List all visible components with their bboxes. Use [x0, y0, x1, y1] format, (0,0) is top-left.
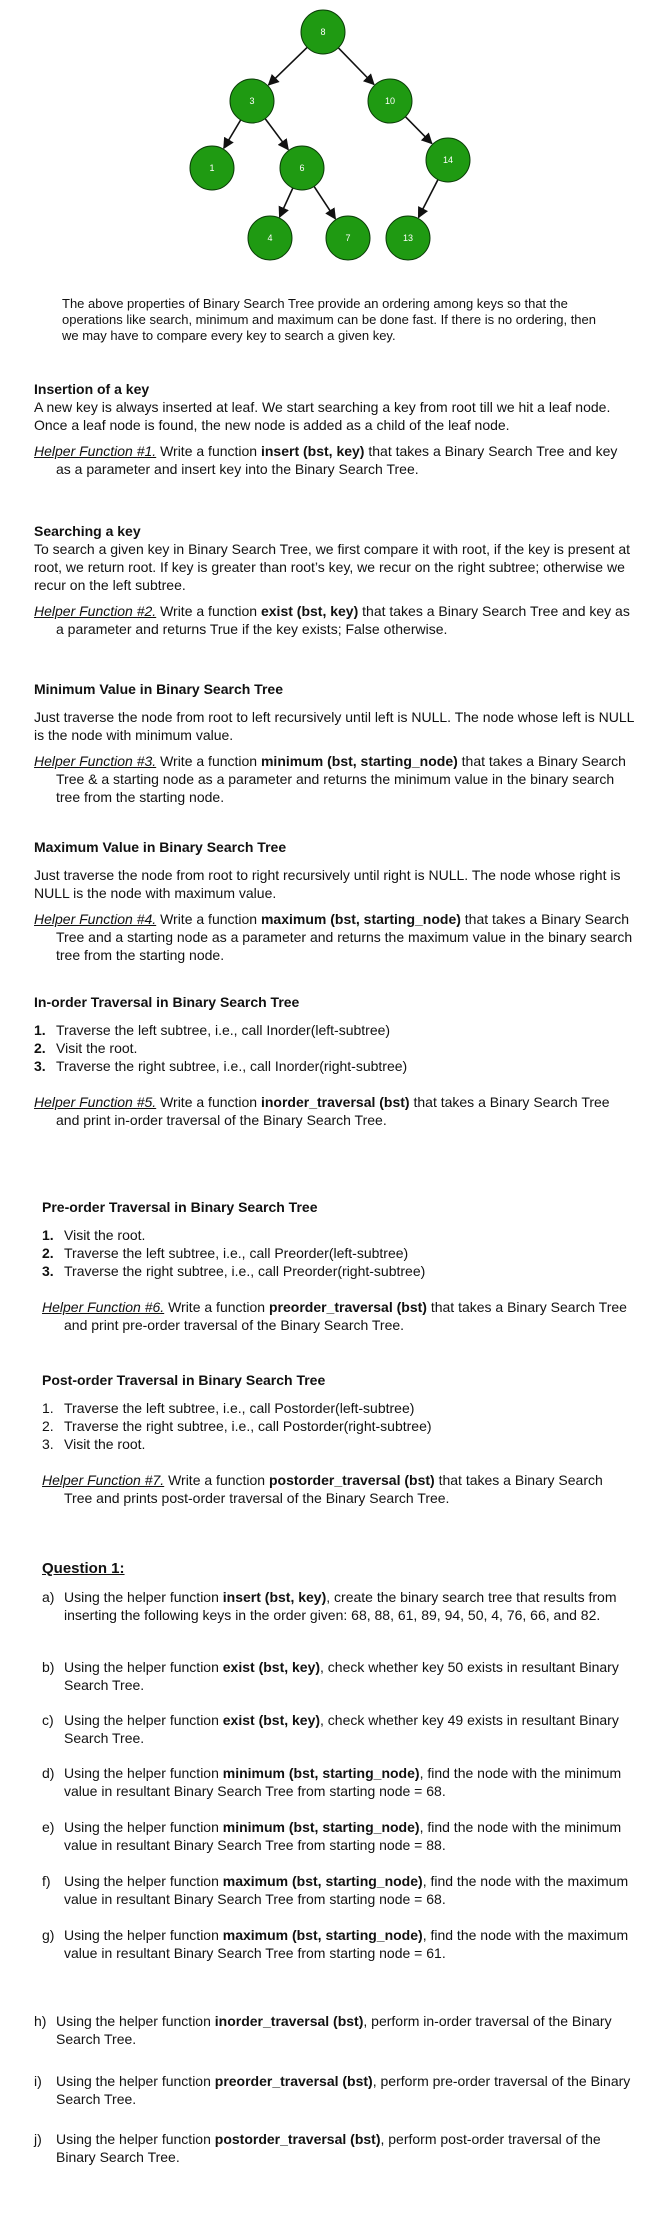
item-letter: a) — [42, 1589, 55, 1605]
list-item — [42, 1262, 632, 1280]
step-number: 2. — [42, 1245, 54, 1261]
step-text: Traverse the right subtree, i.e., call Preorder(right-subtree) — [64, 1263, 426, 1279]
helper-text: that takes a Binary Search Tree and print in-order traversal of the Binary Search Tree. — [56, 1094, 610, 1128]
function-name: postorder_traversal (bst) — [268, 1472, 435, 1488]
function-name: inorder_traversal (bst) — [260, 1094, 410, 1110]
step-text: Visit the root. — [64, 1227, 146, 1243]
item-text — [56, 2130, 634, 2166]
item-pre: Using the helper function — [64, 1589, 223, 1605]
helper-text: that takes a Binary Search Tree and prints post-order traversal of the Binary Search Tree. — [64, 1472, 603, 1506]
tree-node-13 — [386, 216, 430, 260]
tree-node-label: 4 — [267, 233, 273, 243]
tree-edge-14-13 — [418, 180, 437, 218]
tree-node-6 — [280, 146, 324, 190]
step-number: 1. — [42, 1400, 54, 1416]
tree-edge-6-4 — [280, 188, 293, 217]
item-post: , perform post-order traversal of the Binary Search Tree. — [56, 2131, 601, 2165]
list-item — [42, 1417, 632, 1435]
function-name: insert (bst, key) — [222, 1589, 327, 1605]
tree-node-3 — [230, 79, 274, 123]
function-name: maximum (bst, starting_node) — [222, 1927, 423, 1943]
item-letter: c) — [42, 1712, 54, 1728]
item-text — [56, 2012, 634, 2048]
helper-text: that takes a Binary Search Tree and a starting node as a parameter and returns the maximum value in the binary search tree from the starting node. — [56, 911, 633, 963]
list-item — [42, 1399, 632, 1417]
tree-node-7 — [326, 216, 370, 260]
step-number: 2. — [34, 1040, 46, 1056]
item-text — [64, 1764, 632, 1800]
function-name: inorder_traversal (bst) — [214, 2013, 364, 2029]
list-item — [34, 1039, 634, 1057]
tree-node-8 — [301, 10, 345, 54]
helper-text: Write a function — [156, 911, 261, 927]
step-number: 3. — [42, 1263, 54, 1279]
section-searching — [34, 522, 634, 638]
section-heading: Searching a key — [34, 523, 141, 539]
function-name: exist (bst, key) — [222, 1659, 321, 1675]
list-item — [34, 1057, 634, 1075]
item-text — [64, 1926, 632, 1962]
tree-node-label: 8 — [320, 27, 326, 37]
helper-label: Helper Function #7. — [42, 1472, 165, 1488]
helper-label: Helper Function #5. — [34, 1094, 157, 1110]
section-body: Just traverse the node from root to left recursively until left is NULL. The node whose left is NULL is the node with minimum value. — [34, 709, 634, 743]
list-item — [42, 1435, 632, 1453]
step-number: 3. — [34, 1058, 46, 1074]
item-letter: e) — [42, 1819, 55, 1835]
step-text: Traverse the right subtree, i.e., call Inorder(right-subtree) — [56, 1058, 408, 1074]
section-postorder — [42, 1371, 632, 1507]
helper-text: Write a function — [164, 1299, 269, 1315]
item-post: , check whether key 50 exists in resultant Binary Search Tree. — [64, 1659, 619, 1693]
question-item-f — [42, 1872, 632, 1908]
question-item-a — [42, 1588, 632, 1624]
helper-label: Helper Function #1. — [34, 443, 157, 459]
tree-node-label: 14 — [442, 155, 454, 165]
step-text: Traverse the left subtree, i.e., call Postorder(left-subtree) — [64, 1400, 415, 1416]
function-name: maximum (bst, starting_node) — [222, 1873, 423, 1889]
function-name: maximum (bst, starting_node) — [260, 911, 461, 927]
function-name: minimum (bst, starting_node) — [222, 1765, 420, 1781]
helper-label: Helper Function #2. — [34, 603, 157, 619]
function-name: postorder_traversal (bst) — [214, 2131, 381, 2147]
intro-paragraph: The above properties of Binary Search Tree provide an ordering among keys so that the operations like search, minimum and maximum can be done fast. If there is no ordering, then we may have to compare every key to search a given key. — [62, 296, 596, 343]
step-text: Traverse the left subtree, i.e., call Preorder(left-subtree) — [64, 1245, 409, 1261]
tree-node-1 — [190, 146, 234, 190]
helper-function-2 — [34, 602, 634, 638]
question-item-g — [42, 1926, 632, 1962]
list-item — [42, 1226, 632, 1244]
steps-list — [34, 1021, 634, 1075]
question-item-b — [42, 1658, 632, 1694]
section-insertion — [34, 380, 634, 478]
tree-node-label: 13 — [402, 233, 414, 243]
item-letter: b) — [42, 1659, 55, 1675]
item-text — [64, 1711, 632, 1747]
function-name: exist (bst, key) — [260, 603, 359, 619]
tree-edge-3-6 — [265, 119, 288, 150]
section-heading: In-order Traversal in Binary Search Tree — [34, 994, 300, 1010]
item-pre: Using the helper function — [64, 1659, 223, 1675]
item-post: , find the node with the maximum value in resultant Binary Search Tree from starting node = 61. — [64, 1927, 629, 1961]
section-heading: Maximum Value in Binary Search Tree — [34, 839, 287, 855]
tree-node-14 — [426, 138, 470, 182]
question-item-j — [34, 2130, 634, 2166]
function-name: preorder_traversal (bst) — [214, 2073, 373, 2089]
helper-text: Write a function — [156, 1094, 261, 1110]
function-name: minimum (bst, starting_node) — [222, 1819, 420, 1835]
item-text — [56, 2072, 634, 2108]
step-number: 3. — [42, 1436, 54, 1452]
helper-label: Helper Function #6. — [42, 1299, 165, 1315]
step-number: 1. — [42, 1227, 54, 1243]
item-post: , create the binary search tree that results from inserting the following keys in the order given: 68, 88, 61, 89, 94, 50, 4, 76, 66, and 82. — [64, 1589, 617, 1623]
question-item-h — [34, 2012, 634, 2048]
function-name: exist (bst, key) — [222, 1712, 321, 1728]
question-item-c — [42, 1711, 632, 1747]
item-pre: Using the helper function — [64, 1927, 223, 1943]
tree-node-label: 6 — [299, 163, 305, 173]
section-body: To search a given key in Binary Search Tree, we first compare it with root, if the key is present at root, we return root. If key is greater than root’s key, we recur on the right subtree; otherwise we recur on the left subtree. — [34, 541, 631, 593]
tree-edge-10-14 — [405, 117, 431, 144]
step-text: Traverse the right subtree, i.e., call Postorder(right-subtree) — [64, 1418, 432, 1434]
question-item-e — [42, 1818, 632, 1854]
section-body: Just traverse the node from root to right recursively until right is NULL. The node whose right is NULL is the node with maximum value. — [34, 867, 621, 901]
item-pre: Using the helper function — [64, 1765, 223, 1781]
tree-node-4 — [248, 216, 292, 260]
item-pre: Using the helper function — [56, 2131, 215, 2147]
item-letter: h) — [34, 2013, 47, 2029]
question-title: Question 1: — [42, 1560, 125, 1577]
bst-diagram — [0, 0, 649, 270]
helper-text: Write a function — [156, 603, 261, 619]
item-post: , perform in-order traversal of the Binary Search Tree. — [56, 2013, 612, 2047]
item-post: , perform pre-order traversal of the Binary Search Tree. — [56, 2073, 631, 2107]
step-number: 2. — [42, 1418, 54, 1434]
section-preorder — [42, 1198, 632, 1334]
item-text — [64, 1872, 632, 1908]
section-body: A new key is always inserted at leaf. We start searching a key from root till we hit a leaf node. Once a leaf node is found, the new node is added as a child of the leaf node. — [34, 399, 611, 433]
item-pre: Using the helper function — [64, 1819, 223, 1835]
tree-node-label: 7 — [345, 233, 351, 243]
tree-node-10 — [368, 79, 412, 123]
helper-label: Helper Function #3. — [34, 753, 157, 769]
helper-text: that takes a Binary Search Tree and key as a parameter and returns True if the key exists; False otherwise. — [56, 603, 630, 637]
helper-text: Write a function — [156, 443, 261, 459]
item-pre: Using the helper function — [56, 2013, 215, 2029]
item-post: , find the node with the maximum value in resultant Binary Search Tree from starting node = 68. — [64, 1873, 629, 1907]
helper-function-4 — [34, 910, 634, 964]
item-letter: i) — [34, 2073, 42, 2089]
tree-edges — [224, 47, 438, 218]
helper-label: Helper Function #4. — [34, 911, 157, 927]
helper-function-3 — [34, 752, 634, 806]
tree-edge-6-7 — [314, 186, 335, 218]
helper-function-7 — [42, 1471, 632, 1507]
item-post: , find the node with the minimum value in resultant Binary Search Tree from starting node = 88. — [64, 1819, 622, 1853]
function-name: minimum (bst, starting_node) — [260, 753, 458, 769]
helper-function-6 — [42, 1298, 632, 1334]
item-pre: Using the helper function — [64, 1712, 223, 1728]
list-item — [34, 1021, 634, 1039]
question-item-d — [42, 1764, 632, 1800]
step-number: 1. — [34, 1022, 46, 1038]
steps-list — [42, 1226, 632, 1280]
function-name: preorder_traversal (bst) — [268, 1299, 427, 1315]
section-heading: Minimum Value in Binary Search Tree — [34, 681, 283, 697]
tree-node-label: 10 — [384, 96, 396, 106]
tree-edge-8-3 — [268, 47, 307, 85]
section-heading: Pre-order Traversal in Binary Search Tree — [42, 1199, 318, 1215]
item-pre: Using the helper function — [64, 1873, 223, 1889]
list-item — [42, 1244, 632, 1262]
item-text — [64, 1658, 632, 1694]
item-letter: g) — [42, 1927, 55, 1943]
section-heading: Insertion of a key — [34, 381, 150, 397]
section-maximum — [34, 838, 634, 964]
helper-text: Write a function — [164, 1472, 269, 1488]
tree-node-label: 3 — [249, 96, 255, 106]
item-post: , find the node with the minimum value in resultant Binary Search Tree from starting node = 68. — [64, 1765, 622, 1799]
section-inorder — [34, 993, 634, 1129]
item-letter: f) — [42, 1873, 51, 1889]
tree-node-label: 1 — [209, 163, 215, 173]
item-text — [64, 1588, 632, 1624]
helper-text: that takes a Binary Search Tree and key as a parameter and insert key into the Binary Search Tree. — [56, 443, 618, 477]
step-text: Visit the root. — [64, 1436, 146, 1452]
step-text: Visit the root. — [56, 1040, 138, 1056]
steps-list — [42, 1399, 632, 1453]
helper-text: that takes a Binary Search Tree and print pre-order traversal of the Binary Search Tree. — [64, 1299, 627, 1333]
helper-function-5 — [34, 1093, 634, 1129]
tree-edge-8-10 — [338, 48, 374, 85]
item-post: , check whether key 49 exists in resultant Binary Search Tree. — [64, 1712, 619, 1746]
section-heading: Post-order Traversal in Binary Search Tree — [42, 1372, 326, 1388]
helper-text: Write a function — [156, 753, 261, 769]
helper-text: that takes a Binary Search Tree & a starting node as a parameter and returns the minimum value in the binary search tree from the starting node. — [56, 753, 626, 805]
item-pre: Using the helper function — [56, 2073, 215, 2089]
question-item-i — [34, 2072, 634, 2108]
step-text: Traverse the left subtree, i.e., call Inorder(left-subtree) — [56, 1022, 391, 1038]
tree-edge-3-1 — [224, 120, 241, 148]
helper-function-1 — [34, 442, 634, 478]
item-letter: j) — [34, 2131, 42, 2147]
item-letter: d) — [42, 1765, 55, 1781]
function-name: insert (bst, key) — [260, 443, 365, 459]
item-text — [64, 1818, 632, 1854]
section-minimum — [34, 680, 634, 806]
